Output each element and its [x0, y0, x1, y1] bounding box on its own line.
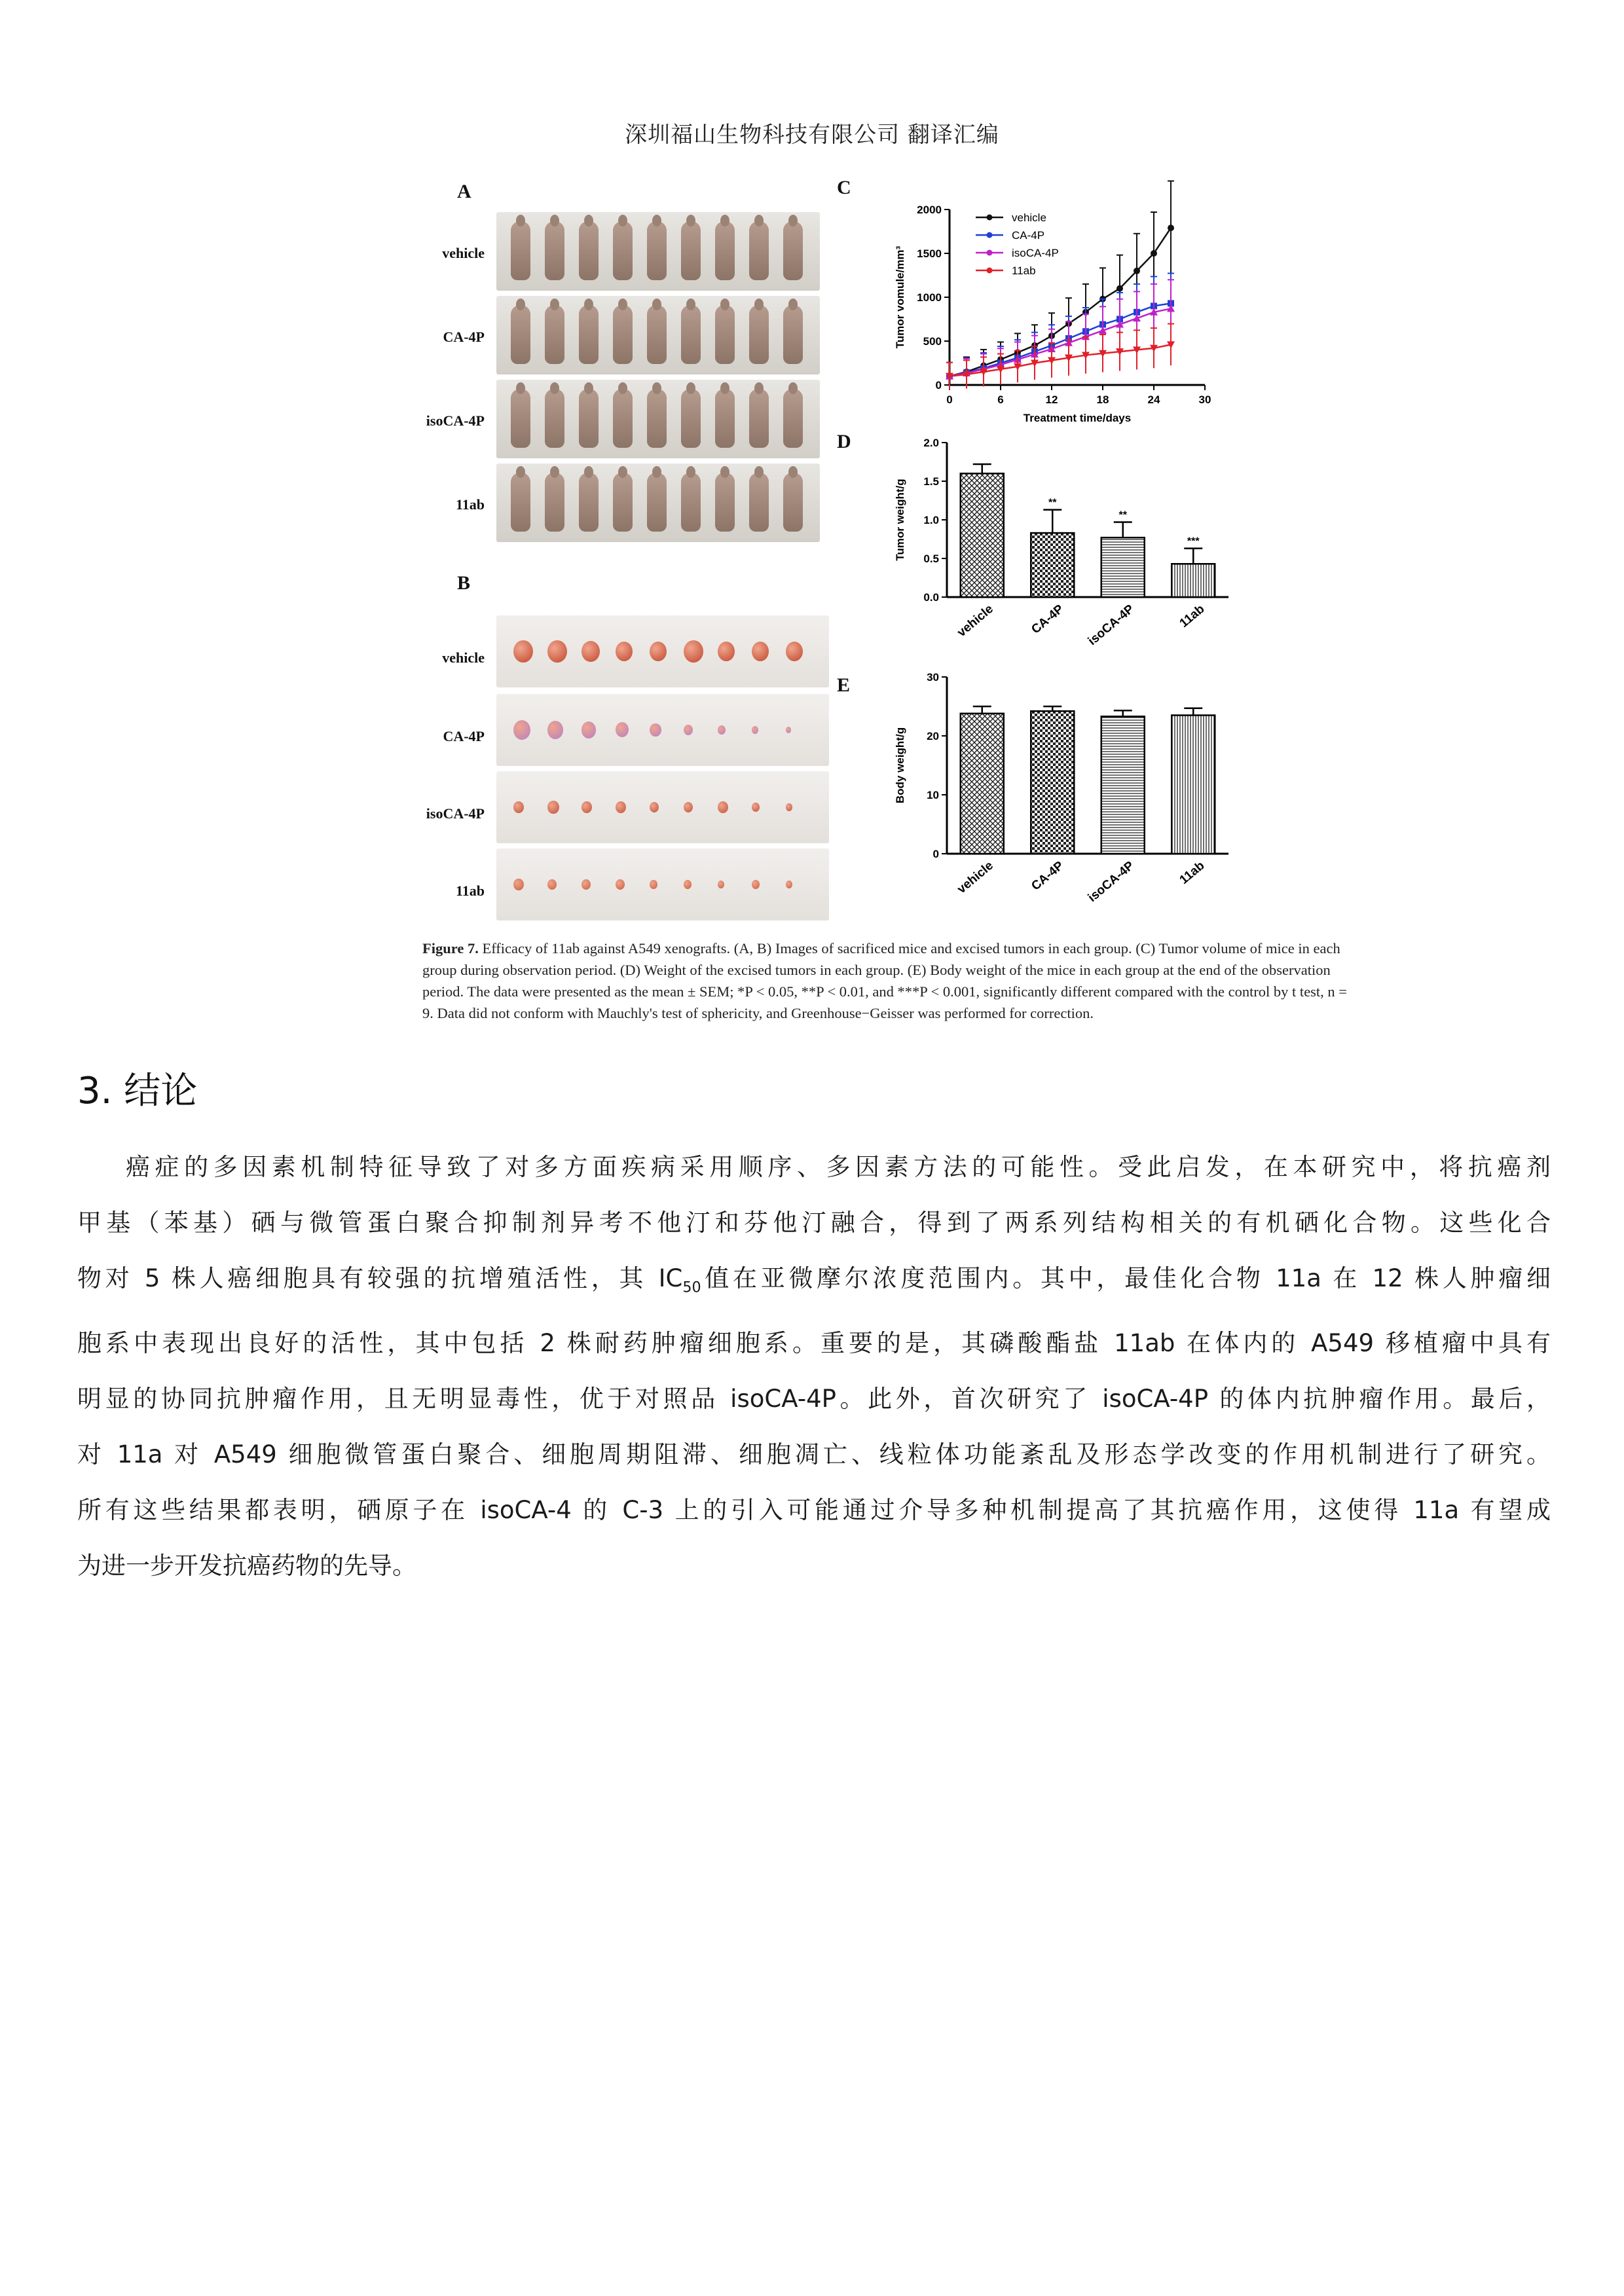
- bar-CA-4P: [1031, 711, 1074, 854]
- paragraph-line: 物对 5 株人癌细胞具有较强的抗增殖活性，其 $IC_{50}$值在亚微摩尔浓度范围内。其中，最佳化合物 11a 在 12 株人肿瘤细: [77, 1264, 1551, 1296]
- paragraph-line: 癌症的多因素机制特征导致了对多方面疾病采用顺序、多因素方法的可能性。受此启发，在本研究中，将抗癌剂: [126, 1153, 1551, 1181]
- legend-label-vehicle: vehicle: [1012, 211, 1046, 224]
- mouse-image: [511, 221, 530, 280]
- mouse-image: [647, 221, 667, 280]
- panel-label-d: D: [837, 431, 851, 452]
- bar-11ab: [1172, 716, 1215, 854]
- paragraph-line: 甲基（苯基）硒与微管蛋白聚合抑制剂异考不他汀和芬他汀融合，得到了两系列结构相关的有机硒化合物。这些化合: [77, 1209, 1551, 1237]
- tumor-image: [650, 723, 661, 737]
- mouse-image: [613, 389, 633, 448]
- mice-photo-isoca4p: [496, 380, 820, 458]
- figure-caption: [422, 938, 1359, 1024]
- tumor-image: [581, 641, 600, 662]
- bar-CA-4P: [1031, 533, 1074, 597]
- tumor-image: [581, 879, 591, 890]
- mouse-image: [545, 221, 564, 280]
- tumor-image: [513, 640, 533, 663]
- paragraph-line: 胞系中表现出良好的活性，其中包括 2 株耐药肿瘤细胞系。重要的是，其磷酸酯盐 11ab 在体内的 A549 移植瘤中具有: [77, 1329, 1551, 1358]
- mouse-image: [511, 305, 530, 364]
- y-tick-label: 500: [923, 335, 942, 348]
- tumor-image: [650, 802, 659, 812]
- x-tick-label-CA-4P: CA-4P: [1029, 602, 1067, 637]
- tumor-photo-isoca4p: [496, 771, 829, 843]
- tumor-photo-11ab: [496, 848, 829, 920]
- tumor-image: [547, 721, 563, 739]
- mouse-image: [749, 305, 769, 364]
- body-weight-chart: [864, 664, 1362, 926]
- ic50-subscript: 50: [682, 1279, 701, 1296]
- tumor-image: [513, 879, 524, 890]
- mouse-image: [749, 473, 769, 532]
- significance-marker: ***: [1187, 536, 1200, 547]
- x-tick-label-11ab: 11ab: [1177, 858, 1208, 887]
- x-tick-label: 24: [1147, 393, 1160, 406]
- mouse-image: [613, 221, 633, 280]
- tumor-image: [684, 802, 693, 812]
- y-tick-label: 0: [932, 848, 939, 860]
- mouse-image: [783, 221, 803, 280]
- mice-photo-vehicle: [496, 212, 820, 291]
- x-tick-label-vehicle: vehicle: [955, 858, 996, 897]
- data-point: [1151, 250, 1157, 257]
- mouse-image: [545, 473, 564, 532]
- mouse-image: [579, 389, 599, 448]
- figure-7: [406, 172, 1369, 1042]
- tumor-image: [786, 881, 792, 888]
- mouse-image: [715, 221, 735, 280]
- data-point: [1168, 225, 1174, 231]
- row-label-a-ca4p: CA-4P: [443, 329, 485, 345]
- tumor-image: [616, 879, 625, 890]
- tumor-image: [616, 722, 629, 737]
- tumor-image: [684, 880, 692, 889]
- mouse-image: [681, 305, 701, 364]
- paragraph-line: 为进一步开发抗癌药物的先导。: [77, 1552, 416, 1580]
- tumor-image: [684, 725, 693, 735]
- y-tick-label: 10: [927, 789, 939, 801]
- tumor-image: [616, 801, 626, 813]
- mouse-image: [647, 305, 667, 364]
- legend-marker: [987, 232, 993, 238]
- y-axis-label: Tumor weight/g: [894, 479, 906, 561]
- mouse-image: [647, 389, 667, 448]
- row-label-b-11ab: 11ab: [455, 883, 485, 899]
- tumor-image: [786, 803, 792, 811]
- panel-label-b: B: [457, 572, 471, 594]
- mouse-image: [579, 473, 599, 532]
- tumor-image: [718, 642, 735, 661]
- tumor-image: [513, 801, 524, 813]
- legend-label-isoCA-4P: isoCA-4P: [1012, 247, 1059, 259]
- tumor-image: [650, 642, 667, 661]
- tumor-image: [786, 642, 803, 661]
- legend-marker: [987, 268, 993, 274]
- tumor-image: [718, 801, 728, 813]
- x-tick-label-CA-4P: CA-4P: [1029, 858, 1067, 894]
- y-tick-label: 1.5: [923, 475, 939, 488]
- bar-vehicle: [961, 714, 1004, 854]
- x-tick-label: 0: [946, 393, 953, 406]
- paragraph-line: 明显的协同抗肿瘤作用，且无明显毒性，优于对照品 isoCA-4P。此外，首次研究了 isoCA-4P 的体内抗肿瘤作用。最后，: [77, 1385, 1551, 1413]
- data-point: [1116, 285, 1123, 292]
- tumor-image: [581, 721, 596, 738]
- row-label-b-vehicle: vehicle: [442, 649, 485, 666]
- tumor-image: [752, 880, 760, 889]
- section-title: 3. 结论: [77, 1070, 198, 1112]
- mouse-image: [613, 305, 633, 364]
- page-header: 深圳福山生物科技有限公司 翻译汇编: [625, 122, 999, 148]
- tumor-image: [650, 880, 657, 889]
- mouse-image: [749, 389, 769, 448]
- panel-label-a: A: [457, 181, 471, 202]
- significance-marker: **: [1118, 509, 1127, 521]
- y-tick-label: 1.0: [923, 514, 939, 526]
- y-tick-label: 0.0: [923, 591, 939, 604]
- row-label-a-vehicle: vehicle: [442, 245, 485, 261]
- tumor-photo-vehicle: [496, 615, 829, 687]
- legend-marker: [987, 250, 993, 256]
- row-label-a-11ab: 11ab: [455, 496, 485, 513]
- caption-text: Efficacy of 11ab against A549 xenografts. (A, B) Images of sacrificed mice and excised tumors in each group. (C) Tumor volume of mice in each group during observation period. (D) Weight of the excised tumors in each group. (E) Body weight of the mice in each group at the end of the observation period. The data were presented as the mean ± SEM; *P < 0.05, **P < 0.01, and ***P < 0.001, significantly different compared with the control by t test, n = 9. Data did not conform with Mauchly's test of sphericity, and Greenhouse−Geisser was performed for correction.: [422, 940, 1347, 1021]
- x-tick-label-isoCA-4P: isoCA-4P: [1085, 602, 1137, 649]
- tumor-image: [547, 801, 559, 814]
- bar-isoCA-4P: [1101, 538, 1145, 597]
- tumor-image: [513, 720, 530, 740]
- mouse-image: [681, 473, 701, 532]
- mouse-image: [579, 221, 599, 280]
- mouse-image: [783, 473, 803, 532]
- conclusion-paragraph: [77, 1139, 1551, 1594]
- mouse-image: [715, 305, 735, 364]
- y-tick-label: 20: [927, 730, 939, 742]
- row-label-a-isoca4p: isoCA-4P: [426, 412, 485, 429]
- y-tick-label: 0: [935, 379, 942, 392]
- tumor-image: [718, 725, 726, 735]
- x-tick-label: 18: [1096, 393, 1109, 406]
- tumor-photo-ca4p: [496, 694, 829, 766]
- mouse-image: [783, 305, 803, 364]
- tumor-image: [616, 642, 633, 661]
- panel-label-e: E: [837, 674, 851, 696]
- x-tick-label: 30: [1198, 393, 1211, 406]
- x-axis-label: Treatment time/days: [1023, 412, 1132, 424]
- mouse-image: [681, 389, 701, 448]
- mouse-image: [579, 305, 599, 364]
- row-label-b-isoca4p: isoCA-4P: [426, 805, 485, 822]
- legend-label-11ab: 11ab: [1012, 264, 1036, 277]
- significance-marker: **: [1048, 497, 1057, 509]
- bar-isoCA-4P: [1101, 716, 1145, 854]
- x-tick-label-isoCA-4P: isoCA-4P: [1085, 858, 1137, 905]
- mice-photo-11ab: [496, 464, 820, 542]
- y-tick-label: 1500: [917, 247, 942, 260]
- x-tick-label-vehicle: vehicle: [955, 602, 996, 640]
- tumor-image: [752, 803, 760, 812]
- mouse-image: [783, 389, 803, 448]
- mouse-image: [749, 221, 769, 280]
- paragraph-line: 对 11a 对 A549 细胞微管蛋白聚合、细胞周期阻滞、细胞凋亡、线粒体功能紊乱及形态学改变的作用机制进行了研究。: [77, 1440, 1551, 1469]
- mouse-image: [613, 473, 633, 532]
- mouse-image: [545, 305, 564, 364]
- legend-label-CA-4P: CA-4P: [1012, 229, 1045, 242]
- mouse-image: [715, 389, 735, 448]
- mouse-image: [715, 473, 735, 532]
- tumor-image: [547, 879, 557, 890]
- y-axis-label: Tumor vomule/mm³: [894, 246, 906, 349]
- mice-photo-ca4p: [496, 296, 820, 374]
- x-tick-label: 6: [997, 393, 1004, 406]
- bar-vehicle: [961, 473, 1004, 597]
- mouse-image: [647, 473, 667, 532]
- tumor-image: [547, 640, 567, 663]
- tumor-weight-chart: [864, 420, 1362, 676]
- row-label-b-ca4p: CA-4P: [443, 728, 485, 744]
- legend-marker: [987, 215, 993, 221]
- y-tick-label: 2.0: [923, 437, 939, 449]
- panel-label-c: C: [837, 177, 851, 198]
- tumor-image: [718, 881, 724, 888]
- y-axis-label: Body weight/g: [894, 727, 906, 804]
- mouse-image: [511, 473, 530, 532]
- tumor-image: [752, 726, 758, 734]
- paragraph-line: 所有这些结果都表明，硒原子在 isoCA-4 的 C-3 上的引入可能通过介导多种机制提高了其抗癌作用，这使得 11a 有望成: [77, 1496, 1551, 1525]
- data-point: [1134, 268, 1140, 274]
- mouse-image: [681, 221, 701, 280]
- y-tick-label: 0.5: [923, 553, 939, 565]
- tumor-image: [581, 801, 592, 813]
- caption-label: Figure 7.: [422, 940, 479, 957]
- y-tick-label: 30: [927, 671, 939, 683]
- tumor-image: [786, 727, 791, 733]
- x-tick-label: 12: [1045, 393, 1058, 406]
- mouse-image: [545, 389, 564, 448]
- x-tick-label-11ab: 11ab: [1177, 602, 1208, 630]
- mouse-image: [511, 389, 530, 448]
- y-tick-label: 2000: [917, 204, 942, 216]
- y-tick-label: 1000: [917, 291, 942, 304]
- bar-11ab: [1172, 564, 1215, 597]
- tumor-image: [684, 640, 703, 663]
- tumor-volume-chart: [864, 172, 1362, 433]
- tumor-image: [752, 642, 769, 661]
